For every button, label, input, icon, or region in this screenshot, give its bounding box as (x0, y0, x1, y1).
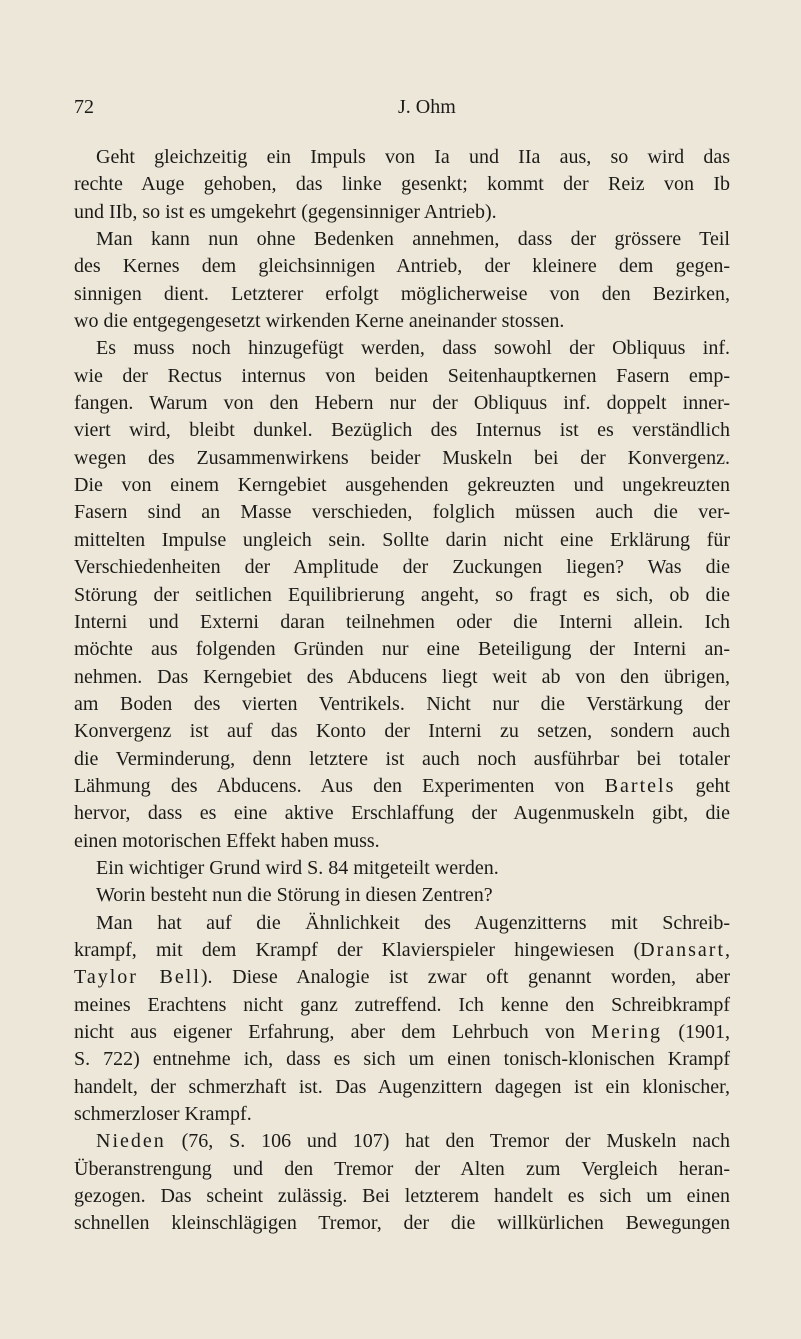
text-line: fangen. Warum von den Hebern nur der Obliquus inf. doppelt inner- (74, 392, 730, 415)
text-line: wie der Rectus internus von beiden Seitenhauptkernen Fasern emp- (74, 364, 730, 387)
text-line: wo die entgegengesetzt wirkenden Kerne aneinander stossen. (74, 310, 565, 333)
text-line: handelt, der schmerzhaft ist. Das Augenzittern dagegen ist ein klonischer, (74, 1075, 730, 1098)
text-line: und IIb, so ist es umgekehrt (gegensinniger Antrieb). (74, 200, 497, 223)
text-line: viert wird, bleibt dunkel. Bezüglich des Internus ist es verständlich (74, 419, 730, 442)
text-line: Konvergenz ist auf das Konto der Interni zu setzen, sondern auch (74, 720, 730, 743)
paragraph (74, 882, 730, 909)
text-line: Man hat auf die Ähnlichkeit des Augenzitterns mit Schreib- (96, 911, 730, 934)
text-line: Überanstrengung und den Tremor der Alten zum Vergleich heran- (74, 1157, 730, 1180)
text-line: einen motorischen Effekt haben muss. (74, 829, 380, 852)
text-line: am Boden des vierten Ventrikels. Nicht nur die Verstärkung der (74, 692, 730, 715)
text-line: schmerzloser Krampf. (74, 1103, 252, 1126)
text-line: S. 722) entnehme ich, dass es sich um einen tonisch-klonischen Krampf (74, 1048, 730, 1071)
paragraph (74, 226, 730, 335)
text-line: mittelten Impulse ungleich sein. Sollte darin nicht eine Erklärung für (74, 528, 730, 551)
author-name: Taylor Bell (74, 966, 201, 989)
body-text (74, 144, 730, 1238)
text-line: hervor, dass es eine aktive Erschlaffung der Augenmuskeln gibt, die (74, 802, 730, 825)
text-line: nicht aus eigener Erfahrung, aber dem Lehrbuch von Mering (1901, (74, 1021, 730, 1043)
author-name: Bartels (604, 774, 676, 797)
author-name: Dransart (640, 938, 725, 961)
text-line: Die von einem Kerngebiet ausgehenden gekreuzten und ungekreuzten (74, 474, 730, 497)
text-line: gezogen. Das scheint zulässig. Bei letzterem handelt es sich um einen (74, 1185, 730, 1208)
text-line: Verschiedenheiten der Amplitude der Zuckungen liegen? Was die (74, 556, 730, 579)
text-line: Nieden (76, S. 106 und 107) hat den Tremor der Muskeln nach (96, 1130, 730, 1153)
text-line: Fasern sind an Masse verschieden, folglich müssen auch die ver- (74, 501, 730, 524)
page-header (74, 96, 730, 126)
text-line: wegen des Zusammenwirkens beider Muskeln bei der Konvergenz. (74, 446, 730, 469)
text-line: Man kann nun ohne Bedenken annehmen, dass der grössere Teil (96, 228, 730, 251)
text-line: Störung der seitlichen Equilibrierung angeht, so fragt es sich, ob die (74, 583, 730, 606)
text-line: Worin besteht nun die Störung in diesen Zentren? (96, 884, 493, 907)
text-line: des Kernes dem gleichsinnigen Antrieb, der kleinere dem gegen- (74, 255, 730, 278)
paragraph (74, 144, 730, 226)
text-line: rechte Auge gehoben, das linke gesenkt; kommt der Reiz von Ib (74, 173, 730, 196)
page-number: 72 (74, 96, 94, 118)
text-line: Es muss noch hinzugefügt werden, dass sowohl der Obliquus inf. (96, 337, 730, 360)
text-line: sinnigen dient. Letzterer erfolgt möglicherweise von den Bezirken, (74, 282, 730, 305)
author-name: Nieden (96, 1130, 166, 1153)
text-line: meines Erachtens nicht ganz zutreffend. Ich kenne den Schreibkrampf (74, 993, 730, 1016)
text-line: möchte aus folgenden Gründen nur eine Beteiligung der Interni an- (74, 638, 730, 661)
running-head: J. Ohm (398, 96, 456, 118)
paragraph (74, 335, 730, 855)
paragraph (74, 855, 730, 882)
paragraph (74, 1128, 730, 1237)
author-name: Mering (591, 1021, 663, 1043)
text-line: Geht gleichzeitig ein Impuls von Ia und IIa aus, so wird das (96, 146, 730, 168)
paragraph (74, 910, 730, 1129)
text-line: krampf, mit dem Krampf der Klavierspieler hingewiesen (Dransart, (74, 938, 730, 961)
text-line: Lähmung des Abducens. Aus den Experimenten von Bartels geht (74, 774, 730, 797)
text-line: die Verminderung, denn letztere ist auch noch ausführbar bei totaler (74, 747, 730, 770)
text-line: Ein wichtiger Grund wird S. 84 mitgeteilt werden. (96, 856, 499, 879)
text-line: Taylor Bell). Diese Analogie ist zwar oft genannt worden, aber (74, 966, 730, 989)
text-line: schnellen kleinschlägigen Tremor, der die willkürlichen Bewegungen (74, 1212, 730, 1235)
text-line: Interni und Externi daran teilnehmen oder die Interni allein. Ich (74, 610, 730, 633)
text-line: nehmen. Das Kerngebiet des Abducens liegt weit ab von den übrigen, (74, 665, 730, 688)
